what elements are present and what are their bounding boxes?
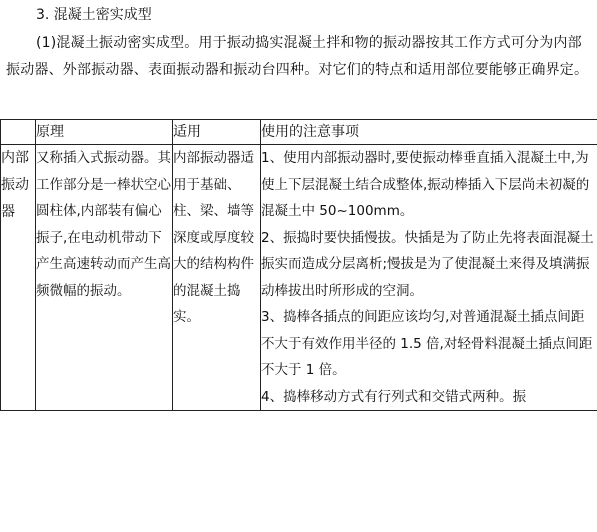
row-type-cell: 内部振动器 xyxy=(1,145,36,411)
row-notes-cell xyxy=(261,145,597,411)
table-header-row xyxy=(1,120,597,145)
note-item: 3、捣棒各插点的间距应该均匀,对普通混凝土插点间距不大于有效作用半径的 1.5 倍,对轻骨料混凝土插点间距不大于 1 倍。 xyxy=(261,309,593,378)
intro-paragraph: (1)混凝土振动密实成型。用于振动捣实混凝土拌和物的振动器按其工作方式可分为内部振动器、外部振动器、表面振动器和振动台四种。对它们的特点和适用部位要能够正确界定。 xyxy=(6,35,589,78)
vibrator-table xyxy=(0,119,597,411)
note-item: 1、使用内部振动器时,要使振动棒垂直插入混凝土中,为使上下层混凝土结合成整体,振动棒插入下层尚未初凝的混凝土中 50~100mm。 xyxy=(261,150,590,219)
row-principle-cell: 又称插入式振动器。其工作部分是一棒状空心圆柱体,内部装有偏心振子,在电动机带动下产生高速转动而产生高频微幅的振动。 xyxy=(36,145,173,411)
header-principle: 原理 xyxy=(36,120,173,145)
row-applicable-cell: 内部振动器适用于基础、柱、梁、墙等深度或厚度较大的结构构件的混凝土捣实。 xyxy=(173,145,261,411)
section-heading: 3. 混凝土密实成型 xyxy=(36,7,152,23)
note-item: 2、振捣时要快插慢拔。快插是为了防止先将表面混凝土振实而造成分层离析;慢拔是为了使混凝土来得及填满振动棒拔出时所形成的空洞。 xyxy=(261,229,594,299)
note-item: 4、捣棒移动方式有行列式和交错式两种。振 xyxy=(261,388,527,405)
header-applicable: 适用 xyxy=(173,120,261,145)
header-type xyxy=(1,120,36,145)
header-notes: 使用的注意事项 xyxy=(261,120,597,145)
table-row xyxy=(1,145,597,411)
